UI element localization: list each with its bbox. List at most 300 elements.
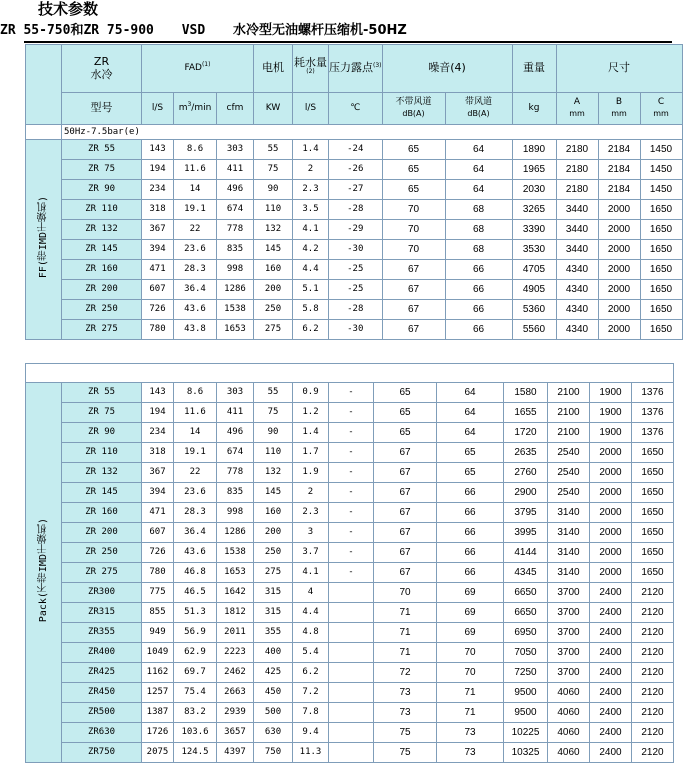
header-motor-label: 电机 bbox=[262, 61, 284, 74]
value-cell: 315 bbox=[254, 603, 293, 623]
header-water: 水冷 bbox=[90, 67, 113, 81]
value-cell: 72 bbox=[374, 663, 437, 683]
value-cell: 2400 bbox=[590, 603, 632, 623]
value-cell: 3700 bbox=[548, 643, 590, 663]
value-cell: 69 bbox=[437, 583, 504, 603]
header-dim-a bbox=[556, 93, 598, 125]
value-cell: 65 bbox=[382, 160, 445, 180]
value-cell: 4.4 bbox=[293, 260, 329, 280]
page-subtitle bbox=[0, 22, 407, 40]
value-cell: 65 bbox=[382, 140, 445, 160]
value-cell: 6.2 bbox=[293, 663, 329, 683]
value-cell: 1049 bbox=[142, 643, 174, 663]
condition-row bbox=[26, 125, 683, 140]
value-cell: 1650 bbox=[632, 443, 674, 463]
value-cell: 726 bbox=[142, 543, 174, 563]
value-cell: 9500 bbox=[504, 683, 548, 703]
value-cell: 67 bbox=[374, 523, 437, 543]
header-row-2 bbox=[26, 93, 683, 125]
header-m3min bbox=[174, 93, 217, 125]
value-cell: 70 bbox=[374, 583, 437, 603]
value-cell: 2.3 bbox=[293, 503, 329, 523]
value-cell: 4060 bbox=[548, 683, 590, 703]
value-cell: 110 bbox=[254, 443, 293, 463]
value-cell bbox=[329, 623, 374, 643]
header-b: B bbox=[615, 97, 623, 107]
value-cell: 7250 bbox=[504, 663, 548, 683]
value-cell bbox=[329, 643, 374, 663]
model-cell: ZR 160 bbox=[62, 260, 142, 280]
model-cell: ZR355 bbox=[62, 623, 142, 643]
value-cell: 1257 bbox=[142, 683, 174, 703]
table-row bbox=[26, 260, 683, 280]
value-cell: 1.4 bbox=[293, 423, 329, 443]
value-cell: 11.6 bbox=[174, 160, 217, 180]
value-cell: 132 bbox=[254, 220, 293, 240]
value-cell: 998 bbox=[217, 503, 254, 523]
value-cell bbox=[329, 743, 374, 763]
header-zr: ZR bbox=[93, 54, 110, 68]
value-cell: 64 bbox=[445, 160, 512, 180]
value-cell: 4705 bbox=[512, 260, 556, 280]
value-cell: 67 bbox=[374, 543, 437, 563]
value-cell: 1900 bbox=[590, 423, 632, 443]
model-cell: ZR450 bbox=[62, 683, 142, 703]
value-cell: 7050 bbox=[504, 643, 548, 663]
value-cell: 1642 bbox=[217, 583, 254, 603]
value-cell: 22 bbox=[174, 220, 217, 240]
ff-group-label: FF(带IMD干燥机) bbox=[38, 196, 49, 279]
value-cell: 2184 bbox=[598, 140, 640, 160]
header-mm-a: mm bbox=[569, 109, 585, 118]
model-cell: ZR 275 bbox=[62, 320, 142, 340]
header-dims-label: 尺寸 bbox=[608, 61, 630, 74]
value-cell: 3700 bbox=[548, 603, 590, 623]
value-cell: 496 bbox=[217, 180, 254, 200]
header-dewpoint-label: 压力露点 bbox=[329, 61, 373, 74]
value-cell: 2184 bbox=[598, 160, 640, 180]
value-cell: 2400 bbox=[590, 643, 632, 663]
value-cell: 10325 bbox=[504, 743, 548, 763]
value-cell: 4340 bbox=[556, 280, 598, 300]
table-row bbox=[26, 483, 674, 503]
value-cell: 2.3 bbox=[293, 180, 329, 200]
value-cell: 775 bbox=[142, 583, 174, 603]
value-cell: 855 bbox=[142, 603, 174, 623]
header-m3min-rest: /min bbox=[191, 103, 212, 113]
value-cell: 726 bbox=[142, 300, 174, 320]
value-cell bbox=[329, 703, 374, 723]
value-cell: 2120 bbox=[632, 583, 674, 603]
value-cell: 2000 bbox=[590, 463, 632, 483]
value-cell: 124.5 bbox=[174, 743, 217, 763]
value-cell: 2000 bbox=[590, 483, 632, 503]
value-cell: 160 bbox=[254, 260, 293, 280]
value-cell: 66 bbox=[445, 300, 512, 320]
value-cell: 71 bbox=[437, 683, 504, 703]
value-cell: 1286 bbox=[217, 280, 254, 300]
value-cell: 83.2 bbox=[174, 703, 217, 723]
value-cell: 9500 bbox=[504, 703, 548, 723]
value-cell: 64 bbox=[437, 383, 504, 403]
value-cell: 2120 bbox=[632, 603, 674, 623]
value-cell: 2 bbox=[293, 160, 329, 180]
value-cell: 66 bbox=[437, 523, 504, 543]
header-mm-c: mm bbox=[653, 109, 669, 118]
value-cell bbox=[329, 663, 374, 683]
value-cell: 2000 bbox=[590, 443, 632, 463]
table-row bbox=[26, 403, 674, 423]
value-cell: 1653 bbox=[217, 563, 254, 583]
value-cell: 3995 bbox=[504, 523, 548, 543]
value-cell: 3265 bbox=[512, 200, 556, 220]
value-cell: 68 bbox=[445, 220, 512, 240]
value-cell: - bbox=[329, 463, 374, 483]
header-noise-hood bbox=[445, 93, 512, 125]
value-cell: 1812 bbox=[217, 603, 254, 623]
value-cell: 318 bbox=[142, 443, 174, 463]
value-cell: 5.1 bbox=[293, 280, 329, 300]
table-row bbox=[26, 603, 674, 623]
value-cell: 1650 bbox=[632, 543, 674, 563]
pack-blank-row bbox=[26, 364, 674, 383]
value-cell: 315 bbox=[254, 583, 293, 603]
value-cell: 1650 bbox=[640, 200, 682, 220]
value-cell: 23.6 bbox=[174, 240, 217, 260]
pack-spec-table bbox=[25, 363, 674, 763]
value-cell: 55 bbox=[254, 140, 293, 160]
model-cell: ZR 200 bbox=[62, 523, 142, 543]
value-cell: 66 bbox=[437, 483, 504, 503]
value-cell: 1650 bbox=[640, 260, 682, 280]
model-cell: ZR 145 bbox=[62, 240, 142, 260]
value-cell: 75 bbox=[254, 160, 293, 180]
value-cell: 450 bbox=[254, 683, 293, 703]
value-cell: 90 bbox=[254, 423, 293, 443]
value-cell: 2120 bbox=[632, 683, 674, 703]
model-cell: ZR300 bbox=[62, 583, 142, 603]
value-cell: 1653 bbox=[217, 320, 254, 340]
value-cell: 46.5 bbox=[174, 583, 217, 603]
value-cell: 71 bbox=[374, 643, 437, 663]
value-cell: 75 bbox=[374, 723, 437, 743]
value-cell: 250 bbox=[254, 300, 293, 320]
header-c: C bbox=[657, 97, 665, 107]
value-cell: 14 bbox=[174, 423, 217, 443]
value-cell: 998 bbox=[217, 260, 254, 280]
table-row bbox=[26, 220, 683, 240]
table-row bbox=[26, 703, 674, 723]
value-cell: 73 bbox=[374, 683, 437, 703]
value-cell: 19.1 bbox=[174, 443, 217, 463]
value-cell: 1376 bbox=[632, 403, 674, 423]
ff-spec-table bbox=[25, 44, 683, 340]
value-cell: 2223 bbox=[217, 643, 254, 663]
value-cell: 4060 bbox=[548, 723, 590, 743]
header-kw: KW bbox=[254, 93, 293, 125]
header-dewpoint-note: (3) bbox=[373, 62, 382, 69]
table-row bbox=[26, 443, 674, 463]
model-cell: ZR750 bbox=[62, 743, 142, 763]
table-row bbox=[26, 423, 674, 443]
value-cell bbox=[329, 583, 374, 603]
value-cell: 303 bbox=[217, 383, 254, 403]
value-cell: 3140 bbox=[548, 503, 590, 523]
value-cell: 778 bbox=[217, 220, 254, 240]
value-cell: 2400 bbox=[590, 723, 632, 743]
value-cell: 275 bbox=[254, 320, 293, 340]
value-cell: 1650 bbox=[632, 503, 674, 523]
value-cell: 1.7 bbox=[293, 443, 329, 463]
header-weight-label: 重量 bbox=[523, 61, 545, 74]
value-cell: 69.7 bbox=[174, 663, 217, 683]
value-cell: 411 bbox=[217, 160, 254, 180]
table-row bbox=[26, 583, 674, 603]
value-cell: 2400 bbox=[590, 663, 632, 683]
value-cell: 411 bbox=[217, 403, 254, 423]
value-cell: -29 bbox=[329, 220, 383, 240]
value-cell: 23.6 bbox=[174, 483, 217, 503]
value-cell: 4340 bbox=[556, 300, 598, 320]
value-cell: 4340 bbox=[556, 260, 598, 280]
value-cell: 62.9 bbox=[174, 643, 217, 663]
value-cell: 1450 bbox=[640, 180, 682, 200]
header-noise-label: 噪音(4) bbox=[428, 61, 466, 74]
table-row bbox=[26, 723, 674, 743]
value-cell: 43.6 bbox=[174, 300, 217, 320]
value-cell: 67 bbox=[382, 320, 445, 340]
header-noise bbox=[382, 45, 512, 93]
value-cell: 5360 bbox=[512, 300, 556, 320]
model-cell: ZR400 bbox=[62, 643, 142, 663]
value-cell: 70 bbox=[437, 643, 504, 663]
header-corner bbox=[26, 45, 62, 125]
model-cell: ZR 132 bbox=[62, 220, 142, 240]
value-cell: 1.9 bbox=[293, 463, 329, 483]
value-cell: 2000 bbox=[598, 200, 640, 220]
value-cell: 145 bbox=[254, 483, 293, 503]
value-cell: - bbox=[329, 443, 374, 463]
model-cell: ZR 200 bbox=[62, 280, 142, 300]
table-row bbox=[26, 160, 683, 180]
header-water-use bbox=[293, 45, 329, 93]
value-cell: 425 bbox=[254, 663, 293, 683]
value-cell: 75 bbox=[374, 743, 437, 763]
value-cell: 780 bbox=[142, 563, 174, 583]
value-cell: 73 bbox=[437, 723, 504, 743]
value-cell: 1376 bbox=[632, 383, 674, 403]
value-cell: 1650 bbox=[632, 563, 674, 583]
subtitle-vsd: VSD bbox=[181, 23, 206, 38]
table-row bbox=[26, 240, 683, 260]
value-cell: 194 bbox=[142, 403, 174, 423]
value-cell: 3530 bbox=[512, 240, 556, 260]
subtitle-desc: 水冷型无油螺杆压缩机-50HZ bbox=[233, 23, 407, 38]
pack-blank-cell bbox=[26, 364, 674, 383]
value-cell: 4.4 bbox=[293, 603, 329, 623]
model-cell: ZR 160 bbox=[62, 503, 142, 523]
value-cell: 4.2 bbox=[293, 240, 329, 260]
value-cell: 6650 bbox=[504, 603, 548, 623]
value-cell: 2120 bbox=[632, 703, 674, 723]
header-model bbox=[62, 93, 142, 125]
value-cell: 145 bbox=[254, 240, 293, 260]
value-cell: 3.5 bbox=[293, 200, 329, 220]
value-cell: 2000 bbox=[590, 563, 632, 583]
header-m3min-m: m bbox=[178, 103, 188, 113]
value-cell: 67 bbox=[382, 280, 445, 300]
value-cell: 367 bbox=[142, 463, 174, 483]
value-cell: -25 bbox=[329, 280, 383, 300]
value-cell: 607 bbox=[142, 523, 174, 543]
value-cell: 67 bbox=[382, 260, 445, 280]
value-cell: 67 bbox=[374, 563, 437, 583]
value-cell: 2120 bbox=[632, 723, 674, 743]
value-cell: 1900 bbox=[590, 403, 632, 423]
value-cell: 2900 bbox=[504, 483, 548, 503]
value-cell: 65 bbox=[437, 443, 504, 463]
value-cell: 43.8 bbox=[174, 320, 217, 340]
pack-body bbox=[26, 383, 674, 763]
header-ls2: l/S bbox=[293, 93, 329, 125]
value-cell: -28 bbox=[329, 200, 383, 220]
value-cell: 67 bbox=[374, 443, 437, 463]
table-row bbox=[26, 300, 683, 320]
model-cell: ZR 110 bbox=[62, 200, 142, 220]
value-cell: 3440 bbox=[556, 220, 598, 240]
value-cell: 1450 bbox=[640, 160, 682, 180]
value-cell: 7.2 bbox=[293, 683, 329, 703]
value-cell: 69 bbox=[437, 623, 504, 643]
model-cell: ZR 90 bbox=[62, 423, 142, 443]
value-cell: 67 bbox=[374, 483, 437, 503]
value-cell: 355 bbox=[254, 623, 293, 643]
header-dim-b bbox=[598, 93, 640, 125]
header-motor bbox=[254, 45, 293, 93]
value-cell: - bbox=[329, 483, 374, 503]
value-cell: 0.9 bbox=[293, 383, 329, 403]
header-model-label: 型号 bbox=[90, 101, 113, 114]
model-cell: ZR500 bbox=[62, 703, 142, 723]
value-cell: 3440 bbox=[556, 240, 598, 260]
value-cell: 14 bbox=[174, 180, 217, 200]
value-cell: 1650 bbox=[632, 483, 674, 503]
value-cell: -24 bbox=[329, 140, 383, 160]
value-cell: 2 bbox=[293, 483, 329, 503]
value-cell: 67 bbox=[382, 300, 445, 320]
value-cell: 2000 bbox=[590, 523, 632, 543]
value-cell: 2120 bbox=[632, 663, 674, 683]
value-cell: 250 bbox=[254, 543, 293, 563]
value-cell: 234 bbox=[142, 423, 174, 443]
subtitle-models: ZR 55-750和ZR 75-900 bbox=[0, 23, 154, 38]
value-cell: 11.6 bbox=[174, 403, 217, 423]
value-cell: 607 bbox=[142, 280, 174, 300]
value-cell: 4 bbox=[293, 583, 329, 603]
value-cell: 8.6 bbox=[174, 140, 217, 160]
value-cell: 3657 bbox=[217, 723, 254, 743]
value-cell: 1655 bbox=[504, 403, 548, 423]
value-cell: 110 bbox=[254, 200, 293, 220]
value-cell: 3140 bbox=[548, 523, 590, 543]
value-cell: 66 bbox=[437, 543, 504, 563]
table-row bbox=[26, 200, 683, 220]
value-cell: 69 bbox=[437, 603, 504, 623]
value-cell: 835 bbox=[217, 240, 254, 260]
value-cell: 70 bbox=[382, 220, 445, 240]
model-cell: ZR 55 bbox=[62, 383, 142, 403]
value-cell: 2939 bbox=[217, 703, 254, 723]
value-cell: 674 bbox=[217, 443, 254, 463]
value-cell: -30 bbox=[329, 240, 383, 260]
value-cell: 66 bbox=[437, 563, 504, 583]
value-cell: 71 bbox=[374, 623, 437, 643]
model-cell: ZR 250 bbox=[62, 543, 142, 563]
value-cell: 1726 bbox=[142, 723, 174, 743]
pack-group-label: Pack(不带IMD干燥机) bbox=[38, 518, 49, 623]
value-cell: 1965 bbox=[512, 160, 556, 180]
pack-group-label-cell bbox=[26, 383, 62, 763]
value-cell: 3700 bbox=[548, 583, 590, 603]
value-cell: 4.8 bbox=[293, 623, 329, 643]
value-cell: 1376 bbox=[632, 423, 674, 443]
value-cell: 2000 bbox=[598, 260, 640, 280]
value-cell: 4905 bbox=[512, 280, 556, 300]
value-cell: 66 bbox=[437, 503, 504, 523]
title-rule bbox=[24, 41, 672, 43]
header-noise-no-hood bbox=[382, 93, 445, 125]
value-cell: 471 bbox=[142, 503, 174, 523]
header-mm-b: mm bbox=[611, 109, 627, 118]
value-cell: 2030 bbox=[512, 180, 556, 200]
header-kg: kg bbox=[512, 93, 556, 125]
value-cell: 2540 bbox=[548, 483, 590, 503]
value-cell bbox=[329, 683, 374, 703]
value-cell: 2000 bbox=[598, 300, 640, 320]
value-cell: 4345 bbox=[504, 563, 548, 583]
value-cell bbox=[329, 603, 374, 623]
value-cell: -26 bbox=[329, 160, 383, 180]
table-row bbox=[26, 140, 683, 160]
header-dims bbox=[556, 45, 682, 93]
value-cell: 1650 bbox=[640, 280, 682, 300]
value-cell: 68 bbox=[445, 240, 512, 260]
value-cell: 2663 bbox=[217, 683, 254, 703]
value-cell: 132 bbox=[254, 463, 293, 483]
value-cell: 780 bbox=[142, 320, 174, 340]
model-cell: ZR 90 bbox=[62, 180, 142, 200]
value-cell: 2120 bbox=[632, 643, 674, 663]
value-cell: 28.3 bbox=[174, 260, 217, 280]
value-cell: 73 bbox=[437, 743, 504, 763]
value-cell: 1650 bbox=[640, 300, 682, 320]
value-cell: -30 bbox=[329, 320, 383, 340]
value-cell: 65 bbox=[437, 463, 504, 483]
value-cell: -27 bbox=[329, 180, 383, 200]
value-cell: 630 bbox=[254, 723, 293, 743]
value-cell: 3795 bbox=[504, 503, 548, 523]
value-cell: 5560 bbox=[512, 320, 556, 340]
value-cell: 10225 bbox=[504, 723, 548, 743]
value-cell: 1286 bbox=[217, 523, 254, 543]
value-cell: 70 bbox=[437, 663, 504, 683]
value-cell: 6.2 bbox=[293, 320, 329, 340]
value-cell: 43.6 bbox=[174, 543, 217, 563]
value-cell: 65 bbox=[374, 423, 437, 443]
value-cell: 67 bbox=[374, 463, 437, 483]
value-cell: 471 bbox=[142, 260, 174, 280]
header-noise-no-hood-label: 不带风道 bbox=[395, 97, 432, 107]
